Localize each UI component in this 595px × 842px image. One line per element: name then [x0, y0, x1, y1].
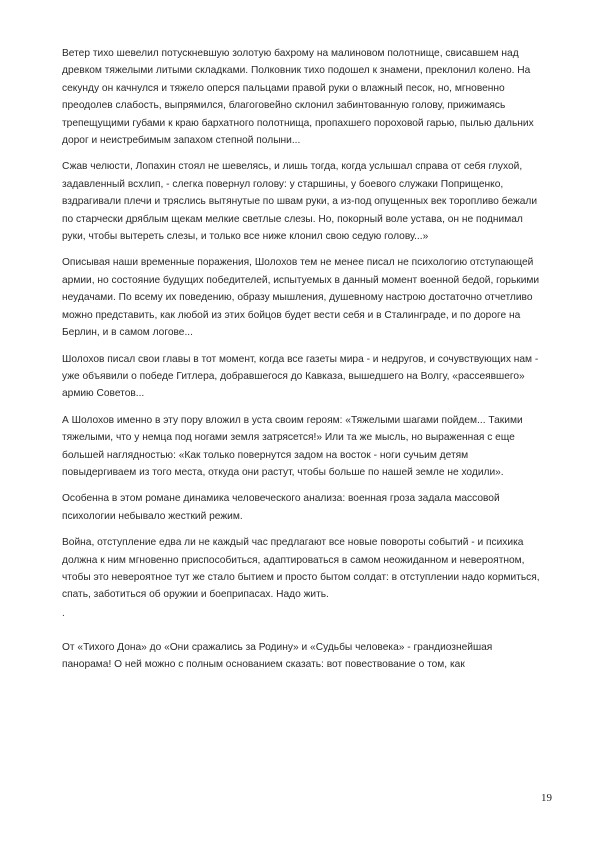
paragraph-3: Описывая наши временные поражения, Шолохов тем не менее писал не психологию отступающей армии, но состояние будущих победителей, испытуемых в данный момент военной бедой, горькими неудачами. По всему их поведению, образу мышления, душевному настрою достаточно отчетливо можно представить, как любой из этих бойцов будет вести себя и в Сталинграде, и по дороге на Берлин, и в самом логове...: [62, 257, 540, 339]
paragraph-8: От «Тихого Дона» до «Они сражались за Родину» и «Судьбы человека» - грандиознейшая панорама! О ней можно с полным основанием сказать: вот повествование о том, как: [62, 641, 493, 671]
paragraph-7: Война, отступление едва ли не каждый час предлагают все новые повороты событий - и психика должна к ним мгновенно приспособиться, адаптироваться в самом неожиданном и невероятном, чтобы это невероятное тут же стало бытием и просто бытом солдат: в отступлении надо кормиться, спать, заботиться об оружии и боеприпасах. Надо жить.: [62, 537, 540, 601]
paragraph-2: Сжав челюсти, Лопахин стоял не шевелясь, и лишь тогда, когда услышал справа от себя глухой, задавленный всхлип, - слегка повернул голову: у старшины, у боевого служаки Поприщенко, вздрагивали плечи и тряслись вытянутые по швам руки, а из-под опущенных век торопливо бежали по старчески дряблым щекам мелкие светлые слезы. Но, покорный воле устава, он не поднимал руки, чтобы вытереть слезы, и только все ниже клонил свою седую голову...»: [62, 161, 538, 243]
paragraph-4: Шолохов писал свои главы в тот момент, когда все газеты мира - и недругов, и сочувствующих нам - уже объявили о победе Гитлера, добравшегося до Кавказа, вышедшего на Волгу, «рассеявшего» армию Советов...: [62, 353, 539, 400]
paragraph-5: А Шолохов именно в эту пору вложил в уста своим героям: «Тяжелыми шагами пойдем... Такими тяжелыми, что у немца под ногами земля затрясется!» Или та же мысль, но выраженная с еще большей наглядностью: «Как только повернутся задом на восток - ноги сучьим детям повыдергиваем из того места, откуда они растут, чтобы больше по нашей земле не ходили».: [62, 414, 523, 478]
page-body: [62, 45, 540, 683]
page-number: 19: [541, 792, 552, 804]
paragraph-6: Особенна в этом романе динамика человеческого анализа: военная гроза задала массовой психологии небывало жесткий режим.: [62, 493, 500, 522]
paragraph-1: Ветер тихо шевелил потускневшую золотую бахрому на малиновом полотнище, свисавшем над древком тяжелыми литыми складками. Полковник тихо подошел к знамени, преклонил колено. На секунду он качнулся и тяжело оперся пальцами правой руки о влажный песок, но, мгновенно преодолев слабость, выпрямился, благоговейно склонил забинтованную голову, прижимаясь трепещущими губами к краю бархатного полотнища, пропахшего пороховой гарью, пылью дальних дорог и неистребимым запахом степной полыни...: [62, 48, 534, 147]
stray-dot: .: [62, 607, 65, 619]
